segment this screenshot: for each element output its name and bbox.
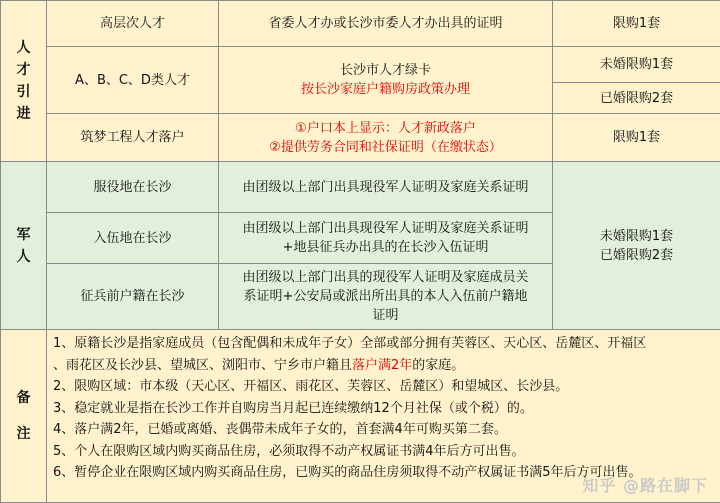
limit-cell: 限购1套	[553, 1, 720, 47]
proof-cell	[219, 264, 553, 330]
category-char: 军	[5, 224, 42, 246]
proof-line-highlight: ①户口本上显示：人才新政落户	[223, 119, 548, 138]
note-text: 、雨花区及长沙县、望城区、浏阳市、宁乡市户籍且	[53, 358, 352, 373]
proof-cell	[219, 114, 553, 162]
table-row	[1, 114, 720, 162]
talent-type-cell: A、B、C、D类人才	[47, 47, 219, 114]
category-talent	[1, 1, 47, 162]
proof-line: 长沙市人才绿卡	[223, 61, 548, 80]
talent-type-cell: 高层次人才	[47, 1, 219, 47]
category-military	[1, 162, 47, 330]
table-row	[1, 1, 720, 47]
table-row	[1, 47, 720, 83]
limit-cell-married: 已婚限购2套	[553, 83, 720, 114]
military-limit-cell	[553, 162, 720, 330]
military-type-cell: 征兵前户籍在长沙	[47, 264, 219, 330]
proof-cell: 省委人才办或长沙市委人才办出具的证明	[219, 1, 553, 47]
proof-cell	[219, 213, 553, 264]
category-char: 注	[5, 423, 42, 445]
military-type-cell: 入伍地在长沙	[47, 213, 219, 264]
category-remarks	[1, 330, 47, 503]
category-char: 人	[5, 246, 42, 268]
proof-line: +地县征兵办出具的在长沙入伍证明	[223, 238, 548, 257]
note-4: 4、落户满2年，已婚或离婚、丧偶带未成年子女的，首套满4年可购买第二套。	[53, 419, 714, 441]
limit-cell-unmarried: 未婚限购1套	[553, 47, 720, 83]
limit-married: 已婚限购2套	[557, 246, 716, 265]
limit-cell: 限购1套	[553, 114, 720, 162]
proof-cell: 由团级以上部门出具现役军人证明及家庭关系证明	[219, 162, 553, 213]
military-type-cell: 服役地在长沙	[47, 162, 219, 213]
note-text: 的家庭。	[412, 358, 464, 373]
category-char: 引	[5, 81, 42, 103]
category-char: 备	[5, 387, 42, 409]
proof-line-highlight: ②提供劳务合同和社保证明（在缴状态）	[223, 138, 548, 157]
note-1a: 1、原籍长沙是指家庭成员（包含配偶和未成年子女）全部或部分拥有芙蓉区、天心区、岳麓区、开福区	[53, 333, 714, 355]
note-3: 3、稳定就业是指在长沙工作并自购房当月起已连续缴纳12个月社保（或个税）的。	[53, 398, 714, 420]
proof-line: 系证明+公安局或派出所出具的本人入伍前户籍地	[223, 287, 548, 306]
limit-unmarried: 未婚限购1套	[557, 227, 716, 246]
proof-line: 由团级以上部门出具现役军人证明及家庭关系证明	[223, 219, 548, 238]
proof-cell	[219, 47, 553, 114]
category-char: 才	[5, 59, 42, 81]
note-highlight: 落户满2年	[352, 358, 412, 373]
proof-line-highlight: 按长沙家庭户籍购房政策办理	[223, 80, 548, 99]
note-5: 5、个人在限购区域内购买商品住房，必须取得不动产权属证书满4年后方可出售。	[53, 441, 714, 463]
proof-line: 证明	[223, 306, 548, 325]
note-6: 6、暂停企业在限购区域内购买商品住房，已购买的商品住房须取得不动产权属证书满5年后方可出售。	[53, 462, 714, 484]
category-char: 进	[5, 103, 42, 125]
watermark: 知乎 @路在脚下	[582, 473, 708, 496]
talent-type-cell: 筑梦工程人才落户	[47, 114, 219, 162]
table-row	[1, 162, 720, 213]
proof-line: 由团级以上部门出具的现役军人证明及家庭成员关	[223, 268, 548, 287]
note-1b	[53, 355, 714, 377]
category-char: 人	[5, 37, 42, 59]
note-2: 2、限购区域：市本级（天心区、开福区、雨花区、芙蓉区、岳麓区）和望城区、长沙县。	[53, 376, 714, 398]
